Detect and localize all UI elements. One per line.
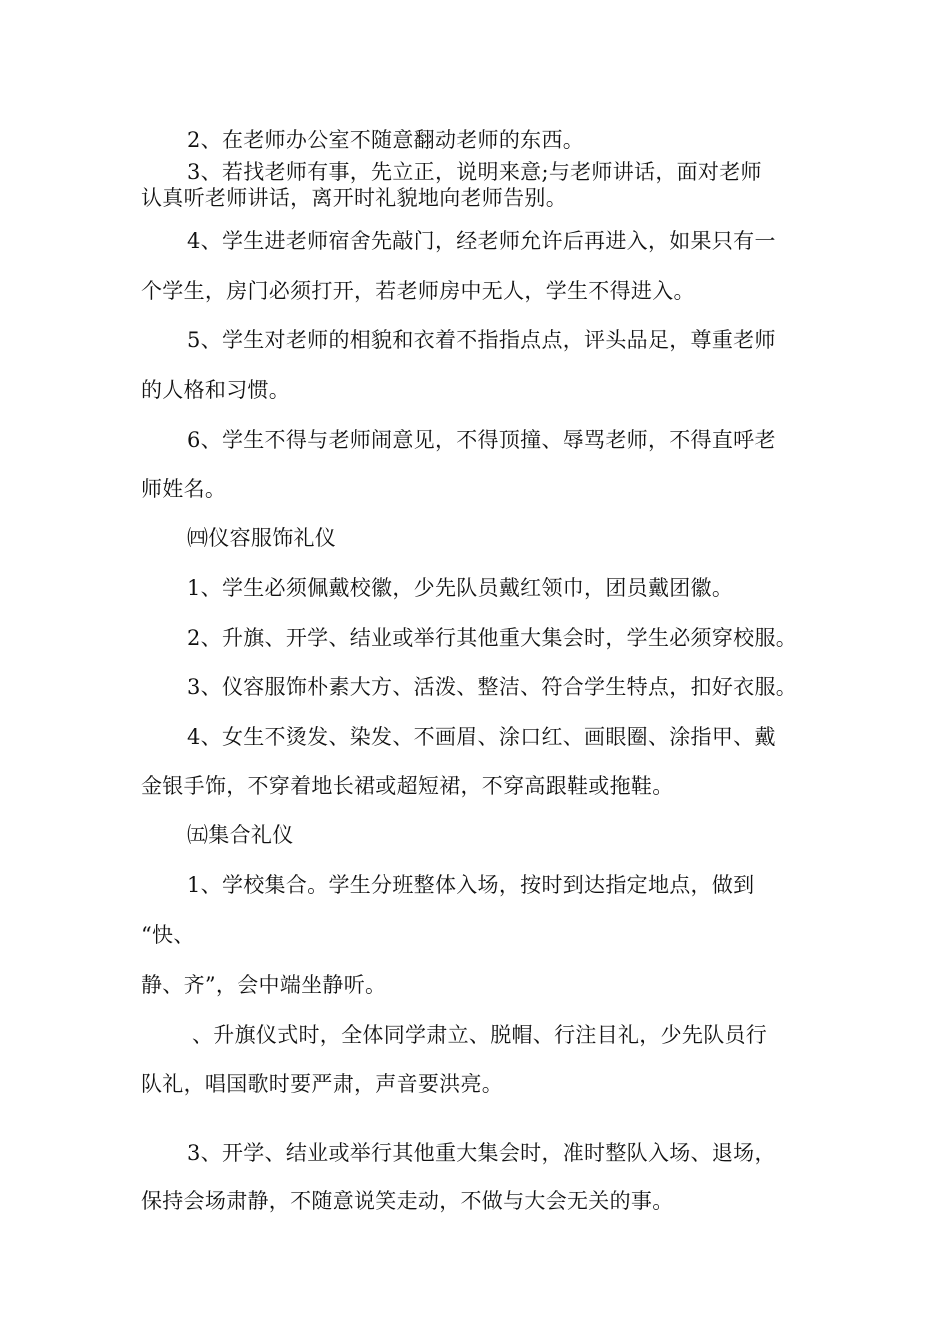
paragraph-line: “快、 <box>141 923 195 947</box>
paragraph-line: 师姓名。 <box>141 477 227 501</box>
paragraph-line: 3、仪容服饰朴素大方、活泼、整洁、符合学生特点，扣好衣服。 <box>187 675 798 699</box>
section-heading: ㈣仪容服饰礼仪 <box>187 526 337 550</box>
paragraph-line: 认真听老师讲话，离开时礼貌地向老师告别。 <box>141 186 567 210</box>
section-heading: ㈤集合礼仪 <box>187 823 294 847</box>
paragraph-line: 静、齐”，会中端坐静听。 <box>141 973 387 997</box>
paragraph-line: 金银手饰，不穿着地长裙或超短裙，不穿高跟鞋或拖鞋。 <box>141 774 674 798</box>
paragraph-line: 1、学校集合。学生分班整体入场，按时到达指定地点，做到 <box>187 873 755 897</box>
paragraph-line: 保持会场肃静，不随意说笑走动，不做与大会无关的事。 <box>141 1189 674 1213</box>
paragraph-line: 1、学生必须佩戴校徽，少先队员戴红领巾，团员戴团徽。 <box>187 576 734 600</box>
paragraph-line: 2、在老师办公室不随意翻动老师的东西。 <box>187 128 585 152</box>
paragraph-line: 4、女生不烫发、染发、不画眉、涂口红、画眼圈、涂指甲、戴 <box>187 725 776 749</box>
paragraph-line: 3、开学、结业或举行其他重大集会时，准时整队入场、退场， <box>187 1141 776 1165</box>
paragraph-line: 4、学生进老师宿舍先敲门，经老师允许后再进入，如果只有一 <box>187 229 776 253</box>
paragraph-line: 个学生，房门必须打开，若老师房中无人，学生不得进入。 <box>141 279 695 303</box>
paragraph-line: 的人格和习惯。 <box>141 378 291 402</box>
paragraph-line: 3、若找老师有事，先立正，说明来意;与老师讲话，面对老师 <box>187 160 762 184</box>
paragraph-line: 2、升旗、开学、结业或举行其他重大集会时，学生必须穿校服。 <box>187 626 798 650</box>
paragraph-line: 、升旗仪式时，全体同学肃立、脱帽、行注目礼，少先队员行 <box>192 1023 768 1047</box>
paragraph-line: 6、学生不得与老师闹意见，不得顶撞、辱骂老师，不得直呼老 <box>187 428 776 452</box>
paragraph-line: 队礼，唱国歌时要严肃，声音要洪亮。 <box>141 1072 504 1096</box>
paragraph-line: 5、学生对老师的相貌和衣着不指指点点，评头品足，尊重老师 <box>187 328 776 352</box>
